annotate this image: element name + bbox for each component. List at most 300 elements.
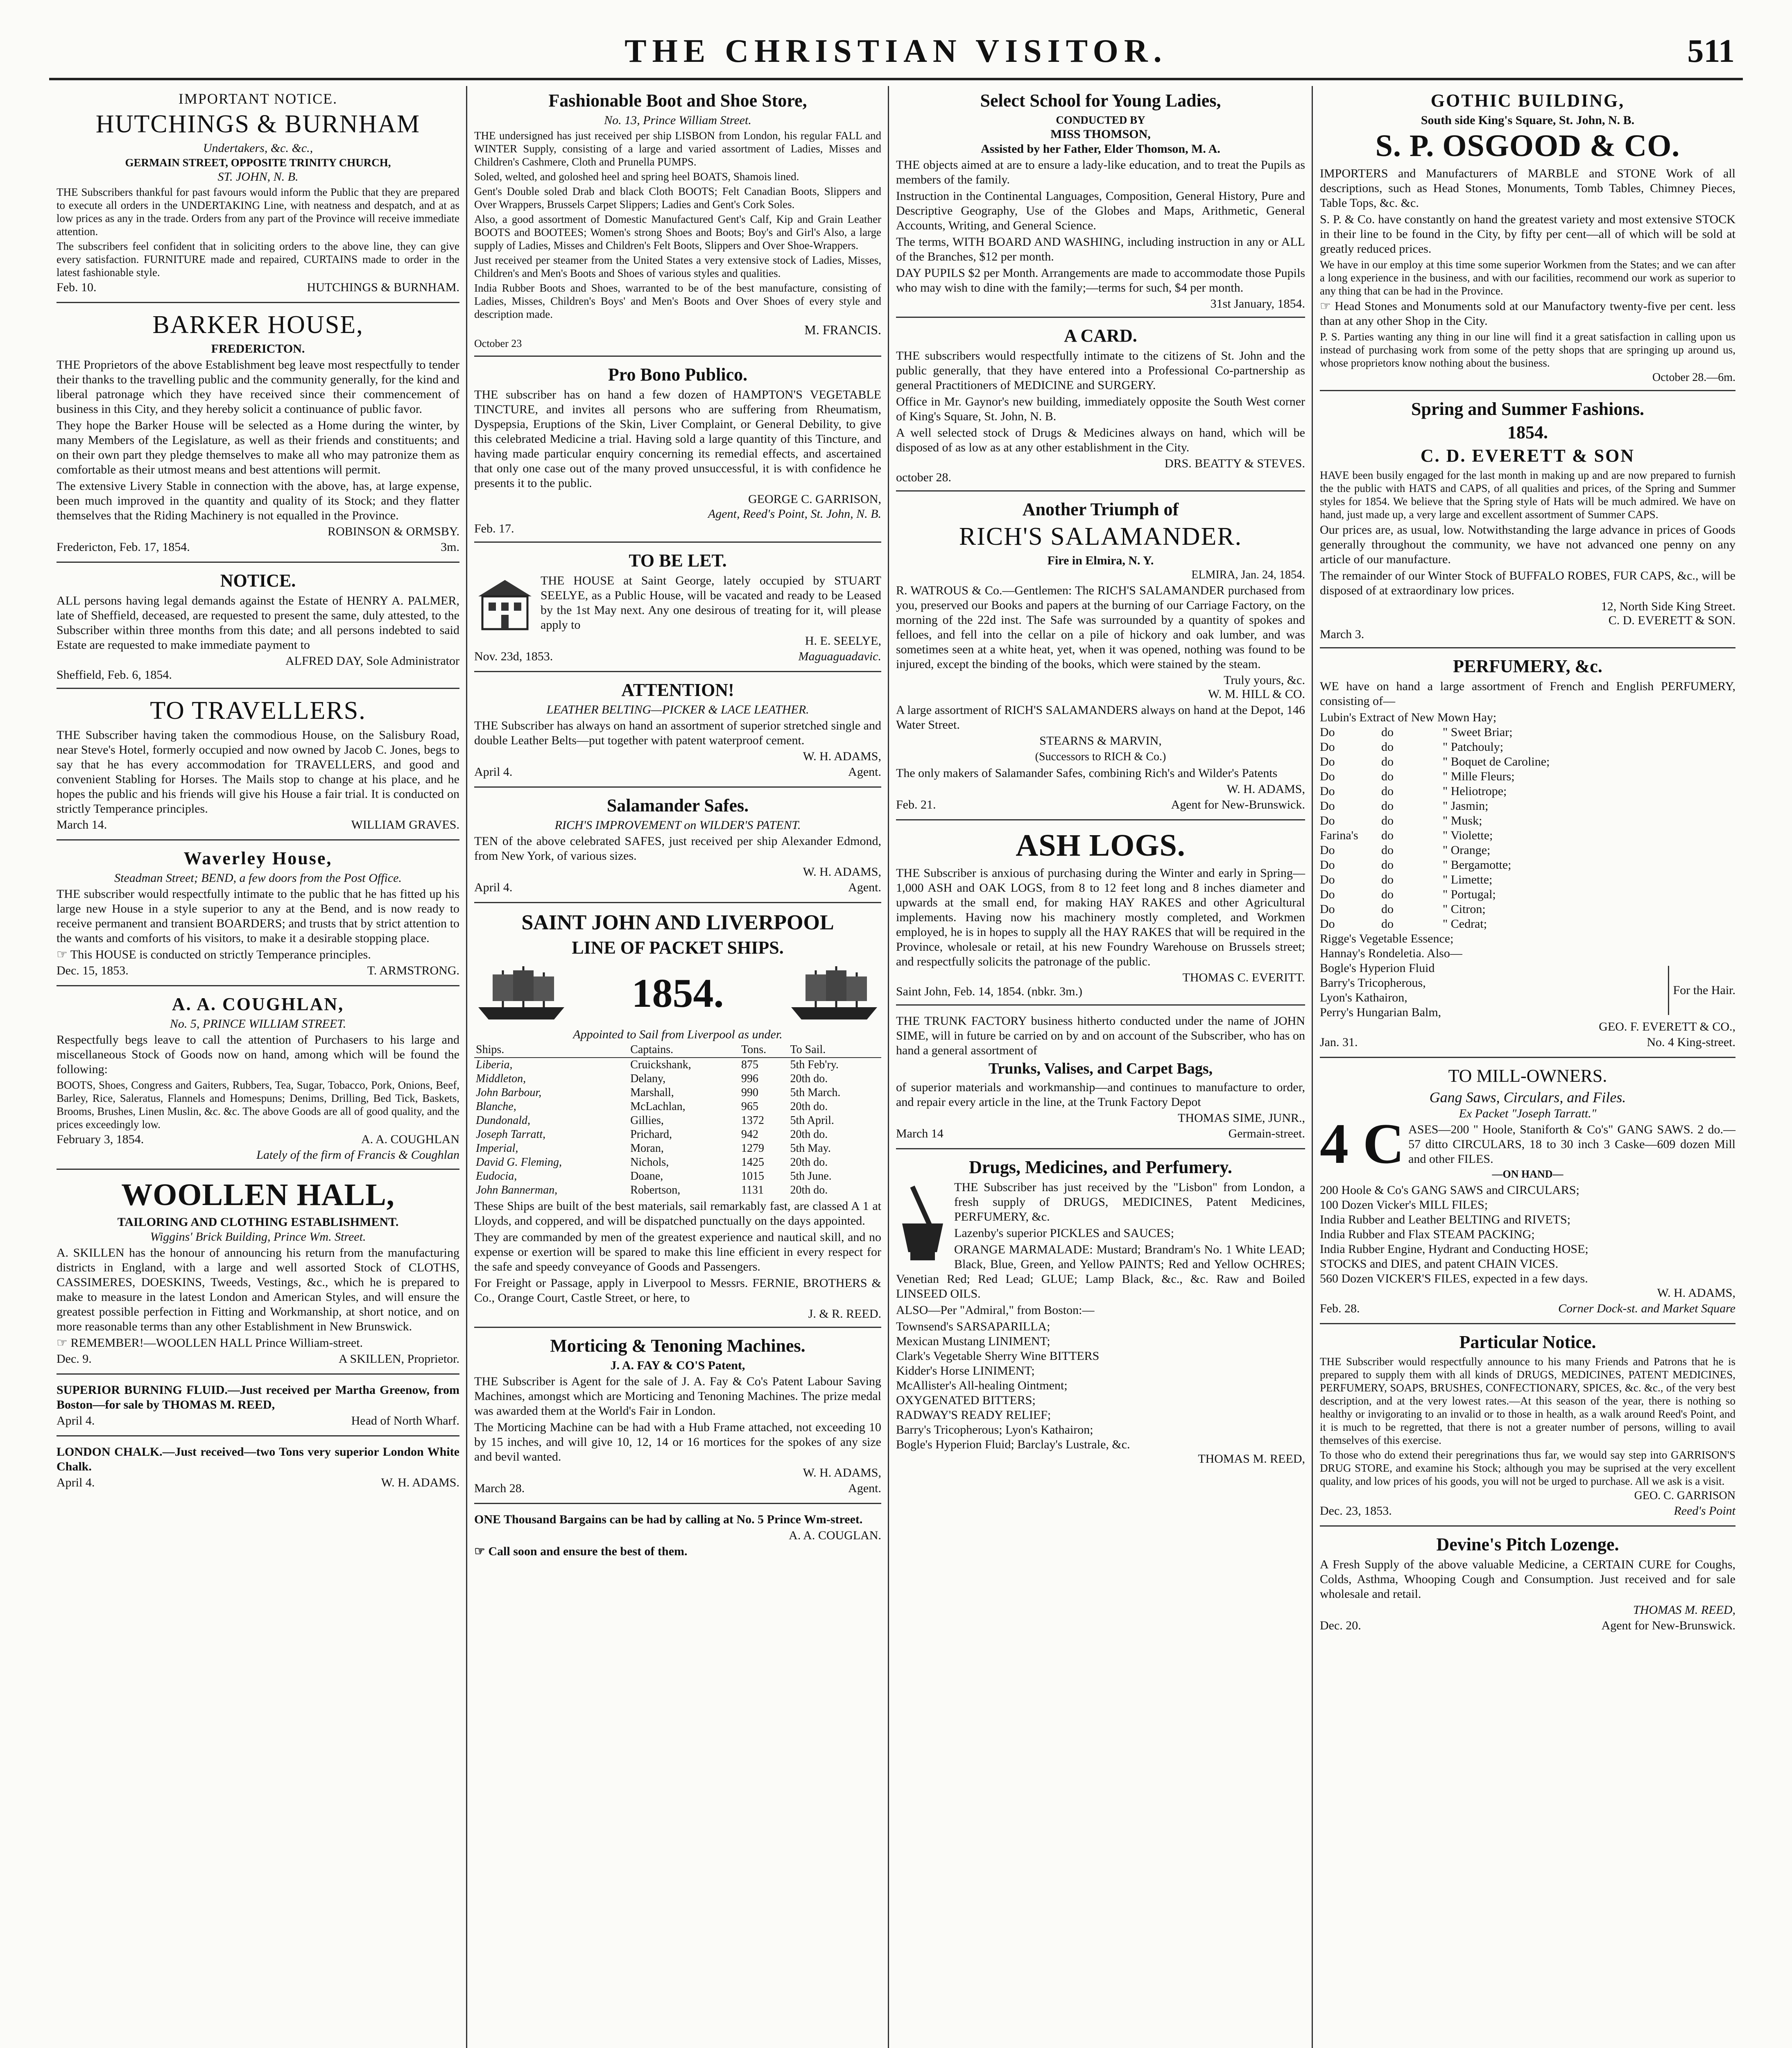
ad-signature: W. H. ADAMS, xyxy=(803,865,881,879)
table-cell: Imperial, xyxy=(476,1142,518,1155)
ad-ash-logs xyxy=(896,824,1305,1006)
ad-body: THE subscriber has on hand a few dozen of HAMPTON'S VEGETABLE TINCTURE, and invites all persons who are suffering from Rheumatism, Dyspepsia, Eruptions of the Skin, Liver Complaint, or General Debility, to give this celebrated Medicine a trial. Having sold a large quantity of this Tincture, and having made particular enquiry concerning its remedial effects, and ascertained that only one case out of the many proved unsuccessful, it is with confidence he presents it to the public. xyxy=(474,388,881,490)
table-cell: Liberia, xyxy=(476,1058,513,1071)
ad-place: Corner Dock-st. and Market Square xyxy=(1558,1302,1735,1315)
ad-signature: GEO. C. GARRISON xyxy=(1634,1489,1735,1502)
ad-signature: ALFRED DAY, Sole Administrator xyxy=(285,654,459,668)
ad-address: Wiggins' Brick Building, Prince Wm. Street. xyxy=(150,1230,366,1244)
ad-body: WE have on hand a large assortment of French and English PERFUMERY, consisting of— xyxy=(1320,680,1735,708)
ad-coughlan xyxy=(57,990,459,1170)
ad-headline: BARKER HOUSE, xyxy=(152,311,364,339)
list-item xyxy=(1320,813,1735,828)
ad-subhead: MISS THOMSON, xyxy=(1050,127,1151,141)
ad-address: No. 4 King-street. xyxy=(1647,1035,1735,1049)
ad-date: Feb. 21. xyxy=(896,798,936,811)
ad-subhead: Fire in Elmira, N. Y. xyxy=(1047,554,1154,567)
ad-address: GERMAIN STREET, OPPOSITE TRINITY CHURCH, xyxy=(125,156,391,169)
ad-signature: THOMAS M. REED, xyxy=(1633,1603,1735,1617)
ad-perfumery xyxy=(1320,652,1735,1058)
list-item xyxy=(1320,754,1735,769)
ad-body: They are commanded by men of the greatest experience and nautical skill, and no expense or exertion will be spared to make this line efficient in every respect for the safe and speedy conveyance of Goods and Passengers. xyxy=(474,1230,881,1273)
ad-role: Agent. xyxy=(848,881,881,894)
ad-body: A Fresh Supply of the above valuable Medicine, a CERTAIN CURE for Coughs, Colds, Asthma, Whooping Cough and Consumption. Just received and for sale wholesale and retail. xyxy=(1320,1558,1735,1601)
table-header: Ships. xyxy=(474,1042,629,1058)
ad-date: 31st January, 1854. xyxy=(1210,297,1305,310)
list-item xyxy=(1320,902,1735,917)
ad-body: ONE Thousand Bargains can be had by calling at No. 5 Prince Wm-street. xyxy=(474,1513,863,1526)
table-row xyxy=(474,1142,881,1155)
ad-body: THE HOUSE at Saint George, lately occupied by STUART SEELYE, as a Public House, will be vacated and ready to be Leased by the 1st May next. Any one desirous of treating for it, will please apply to xyxy=(541,574,881,632)
list-item: 200 Hoole & Co's GANG SAWS and CIRCULARS; xyxy=(1320,1183,1579,1197)
ad-signature: DRS. BEATTY & STEVES. xyxy=(1164,457,1305,470)
ad-signature: THOMAS C. EVERITT. xyxy=(1182,971,1305,984)
ad-date: Dec. 15, 1853. xyxy=(57,964,129,977)
table-cell: 5th March. xyxy=(790,1086,841,1099)
ad-address: 12, North Side King Street. xyxy=(1601,600,1735,613)
ad-date: March 28. xyxy=(474,1482,525,1495)
house-illustration xyxy=(474,576,536,633)
masthead-title: THE CHRISTIAN VISITOR. xyxy=(624,33,1168,69)
list-label: " Heliotrope; xyxy=(1443,784,1507,798)
ad-drugs-medicines xyxy=(896,1153,1305,1472)
ad-firm-note: (Successors to RICH & Co.) xyxy=(1035,750,1166,763)
list-prefix: do xyxy=(1381,843,1394,857)
ad-signature-note: Lately of the firm of Francis & Coughlan xyxy=(256,1148,459,1162)
ad-subhead: Ex Packet "Joseph Tarratt." xyxy=(1459,1107,1597,1120)
ad-body: ☞ Head Stones and Monuments sold at our Manufactory twenty-five per cent. less than at any other Shop in the City. xyxy=(1320,299,1735,328)
ad-headline: ATTENTION! xyxy=(621,680,734,700)
ad-headline: Another Triumph of xyxy=(1022,499,1179,519)
ad-subhead: Undertakers, &c. &c., xyxy=(203,141,313,155)
ad-headline: WOOLLEN HALL, xyxy=(121,1178,395,1212)
ad-body: For Freight or Passage, apply in Liverpool to Messrs. FERNIE, BROTHERS & Co., Orange Court, Castle Street, or here, to xyxy=(474,1276,881,1305)
table-cell: 1425 xyxy=(741,1156,765,1169)
ad-kicker: IMPORTANT NOTICE. xyxy=(178,91,338,107)
ad-salamander-safes xyxy=(474,791,881,903)
ad-date: Sheffield, Feb. 6, 1854. xyxy=(57,668,172,682)
ad-body: THE undersigned has just received per ship LISBON from London, his regular FALL and WINTER Supply, consisting of a large and varied assortment of Ladies, Misses and Children's Cashmere, Cloth and Prunella PUMPS. xyxy=(474,129,881,168)
table-header: Captains. xyxy=(629,1042,740,1058)
ad-body: THE subscriber would respectfully intimate to the public that he has fitted up his large new House in a style superior to any at the Bend, and is now ready to receive permanent and transient BOARDERS; and trusts that by strict attention to the wants and comforts of his visitors, to make it a desirable stopping place. xyxy=(57,887,459,945)
ad-date: Feb. 17. xyxy=(474,522,514,535)
table-cell: Prichard, xyxy=(630,1128,672,1141)
ad-body: ORANGE MARMALADE: Mustard; Brandram's No. 1 White LEAD; Black, Blue, Green, and Yellow PAINTS; Red and Yellow OCHRES; Venetian Red; Red Lead; GLUE; Lamp Black, &c., &c. Raw and Boiled LINSEED OILS. xyxy=(896,1243,1305,1300)
ad-signature: WILLIAM GRAVES. xyxy=(351,818,459,831)
ad-gothic-building xyxy=(1320,86,1735,391)
list-item: Hannay's Rondeletia. Also— xyxy=(1320,947,1462,960)
ad-date: October 23 xyxy=(474,338,522,349)
ad-body: THE Subscriber is anxious of purchasing during the Winter and early in Spring—1,000 ASH and OAK LOGS, from 8 to 12 feet long and 8 inches diameter and upwards at the small end, for making HAY RAKES and other Agricultural implements. Having now his machinery mostly completed, and Workmen employed, he is in hopes to supply all the HAY RAKES that will be required in the Province, wholesale or retail, at his new Foundry Warehouse on Brussels street; and respectfully solicits the patronage of the public. xyxy=(896,866,1305,968)
ad-body: Respectfully begs leave to call the attention of Purchasers to his large and miscellaneous Stock of Goods now on hand, among which will be found the following: xyxy=(57,1033,459,1076)
ad-subhead: Trunks, Valises, and Carpet Bags, xyxy=(988,1060,1213,1077)
list-item xyxy=(1320,799,1735,813)
ad-date: April 4. xyxy=(57,1476,95,1489)
ad-body: A. SKILLEN has the honour of announcing his return from the manufacturing districts in England, with a large and well assorted Stock of CLOTHS, CASSIMERES, DOESKINS, Tweeds, Vestings, &c., which he is prepared to make to measure in the latest London and American Styles, and will ensure the greatest possible perfection in Fitting and Workmanship, at short notice, and on more reasonable terms than any other Establishment in New Brunswick. xyxy=(57,1246,459,1333)
ad-headline-2: LINE OF PACKET SHIPS. xyxy=(572,938,784,958)
ad-headline: A CARD. xyxy=(1064,326,1137,346)
ad-headline: HUTCHINGS & BURNHAM xyxy=(95,110,421,138)
table-cell: 20th do. xyxy=(790,1100,828,1113)
list-item: Bogle's Hyperion Fluid; Barclay's Lustrale, &c. xyxy=(896,1438,1130,1451)
table-row xyxy=(474,1058,881,1072)
ad-signature: C. D. EVERETT & SON. xyxy=(1608,614,1735,627)
ad-body: Gent's Double soled Drab and black Cloth BOOTS; Felt Canadian Boots, Slippers and Over Wrappers, Brussels Carpet Slippers; Ladies and Gent's Cork Soles. xyxy=(474,185,881,211)
list-prefix: do xyxy=(1381,755,1394,768)
ad-signature: W. H. ADAMS, xyxy=(1226,782,1305,796)
list-prefix: Farina's xyxy=(1320,829,1358,842)
ad-london-chalk xyxy=(57,1440,459,1497)
list-item xyxy=(1320,843,1735,858)
ad-section-label: —ON HAND— xyxy=(1492,1168,1563,1180)
table-cell: 1015 xyxy=(741,1170,765,1183)
mortar-pestle-icon xyxy=(896,1183,949,1264)
ad-headline: Morticing & Tenoning Machines. xyxy=(550,1336,805,1356)
ad-signature: W. H. ADAMS, xyxy=(803,750,881,763)
table-header: Tons. xyxy=(740,1042,788,1058)
ad-date: Dec. 20. xyxy=(1320,1619,1361,1632)
ad-subhead: No. 13, Prince William Street. xyxy=(604,113,751,127)
ad-body: India Rubber Boots and Shoes, warranted to be of the best manufacture, consisting of Ladies, Misses, Children's Boys' and Men's Boots and Over Shoes of every style and description made. xyxy=(474,282,881,320)
ad-body: ALSO—Per "Admiral," from Boston:— xyxy=(896,1303,1095,1317)
ad-firm: C. D. EVERETT & SON xyxy=(1420,446,1635,466)
list-item xyxy=(1320,725,1735,740)
ad-body: The extensive Livery Stable in connection with the above, has, at large expense, been much improved in the quantity and quality of its Stock; and they flatter themselves that the Riding Machinery is not equalled in the Province. xyxy=(57,479,459,522)
ad-morticing-machines xyxy=(474,1331,881,1504)
ad-body: The subscribers feel confident that in soliciting orders to the above line, they can give every satisfaction. FURNITURE made and repaired, CURTAINS made to order in the latest fashionable style. xyxy=(57,240,459,279)
ad-body: They hope the Barker House will be selected as a Home during the winter, by many Members of the Legislature, as well as their friends and constituents; and on their own part they pledge themselves to make all who may patronize them as comfortable as their utmost means and best attentions will permit. xyxy=(57,419,459,476)
list-item xyxy=(1320,858,1735,872)
list-label: " Boquet de Caroline; xyxy=(1443,755,1550,768)
ad-subhead: FREDERICTON. xyxy=(211,342,305,356)
ad-body: HAVE been busily engaged for the last month in making up and are now prepared to furnish the the public with HATS and CAPS, of all qualities and prices, of the Spring and Summer styles for 1854. We believe that the Spring style of Hats will be much admired. We have on hand, just made up, a very large and excellent assortment of Summer CAPS. xyxy=(1320,469,1735,521)
table-row xyxy=(474,1072,881,1086)
ad-body: A well selected stock of Drugs & Medicines always on hand, which will be disposed of as low as at any other establishment in the City. xyxy=(896,426,1305,454)
table-row xyxy=(474,1128,881,1142)
list-item xyxy=(1320,828,1735,843)
table-row xyxy=(474,1155,881,1169)
ad-headline: Fashionable Boot and Shoe Store, xyxy=(548,91,807,111)
list-prefix: do xyxy=(1381,902,1394,916)
ad-notice-palmer xyxy=(57,566,459,689)
list-item: Kidder's Horse LINIMENT; xyxy=(896,1364,1035,1377)
perfume-list xyxy=(1320,725,1735,931)
ad-year: 1854. xyxy=(631,970,724,1016)
ad-date: March 14. xyxy=(57,818,107,831)
list-label: " Portugal; xyxy=(1443,888,1496,901)
list-prefix: do xyxy=(1381,740,1394,754)
table-cell: 20th do. xyxy=(790,1128,828,1141)
ad-card-beatty-steves xyxy=(896,321,1305,492)
list-item xyxy=(1320,917,1735,931)
ad-body: IMPORTERS and Manufacturers of MARBLE and STONE Work of all descriptions, such as Head Stones, Monuments, Tomb Tables, Chimney Pieces, Table Tops, &c. &c. xyxy=(1320,167,1735,210)
ad-mill-owners xyxy=(1320,1061,1735,1324)
ad-date: Saint John, Feb. 14, 1854. (nbkr. 3m.) xyxy=(896,985,1082,998)
ad-body: Our prices are, as usual, low. Notwithstanding the large advance in prices of Goods generally throughout the community, we have not advanced one penny on any article of our manufacture. xyxy=(1320,523,1735,566)
table-cell: 20th do. xyxy=(790,1156,828,1169)
list-prefix: Do xyxy=(1320,770,1335,783)
list-prefix: Do xyxy=(1320,814,1335,827)
list-prefix: Do xyxy=(1320,858,1335,872)
table-cell: 996 xyxy=(741,1072,759,1085)
ad-term: 3m. xyxy=(441,540,459,554)
list-prefix: do xyxy=(1381,770,1394,783)
ad-role: Agent for New-Brunswick. xyxy=(1601,1619,1735,1632)
list-item: OXYGENATED BITTERS; xyxy=(896,1393,1036,1407)
ad-date: March 14 xyxy=(896,1127,944,1140)
ad-body: THE Subscriber would respectfully announce to his many Friends and Patrons that he is prepared to supply them with all kinds of DRUGS, MEDICINES, PATENT MEDICINES, PERFUMERY, SOAPS, BRUSHES, CONFECTIONARY, SPICES, &c. &c., of the very best description, and at the very lowest rates.—At this season of the year, there is nothing so healthy or invigorating to an invalid or to those in health, as a walk around Reed's Point, and it is much to be regretted, that there is not a greater number of persons, willing to avail themselves of this exercise. xyxy=(1320,1355,1735,1446)
table-cell: 1131 xyxy=(741,1184,764,1196)
table-cell: David G. Fleming, xyxy=(476,1156,562,1169)
table-cell: Delany, xyxy=(630,1072,666,1085)
list-prefix: Do xyxy=(1320,799,1335,813)
ad-body: SUPERIOR BURNING FLUID.—Just received per Martha Greenow, from Boston—for sale by THOMAS M. REED, xyxy=(57,1383,459,1411)
list-label: " Cedrat; xyxy=(1443,917,1487,931)
ad-headline: Drugs, Medicines, and Perfumery. xyxy=(969,1157,1232,1177)
table-cell: Nichols, xyxy=(630,1156,669,1169)
ad-signature: GEORGE C. GARRISON, xyxy=(748,492,881,506)
ad-body: THE subscribers would respectfully intimate to the citizens of St. John and the public generally, that they have entered into a Professional Co-partnership as general Practitioners of MEDICINE and SURGERY. xyxy=(896,349,1305,392)
list-label: " Mille Fleurs; xyxy=(1443,770,1515,783)
ad-body: of superior materials and workmanship—and continues to manufacture to order, and repair every article in the line, at the Trunk Factory Depot xyxy=(896,1081,1305,1109)
ad-signature-note: Agent, Reed's Point, St. John, N. B. xyxy=(708,507,881,521)
ad-headline: SAINT JOHN AND LIVERPOOL xyxy=(521,911,834,934)
table-cell: John Barbour, xyxy=(476,1086,542,1099)
ad-headline: Particular Notice. xyxy=(1459,1332,1596,1352)
ad-body: Instruction in the Continental Languages, Composition, General History, Pure and Descriptive Geography, Use of the Globes and Maps, Arithmetic, General Accounts, Writing, and General Science. xyxy=(896,189,1305,232)
ad-date: October 28.—6m. xyxy=(1652,371,1735,384)
table-cell: 942 xyxy=(741,1128,759,1141)
ad-subhead: Assisted by her Father, Elder Thomson, M. A. xyxy=(981,142,1220,156)
list-item: Clark's Vegetable Sherry Wine BITTERS xyxy=(896,1349,1100,1363)
ad-hutchings xyxy=(57,86,459,303)
ad-signature: ROBINSON & ORMSBY. xyxy=(327,525,459,538)
table-cell: 1279 xyxy=(741,1142,765,1155)
ad-signature: H. E. SEELYE, xyxy=(805,634,881,648)
ad-headline: Waverley House, xyxy=(183,848,333,868)
ad-date: Nov. 23d, 1853. xyxy=(474,650,553,663)
table-cell: Middleton, xyxy=(476,1072,526,1085)
table-cell: 5th June. xyxy=(790,1170,832,1183)
ad-body: THE Subscriber has always on hand an assortment of superior stretched single and double Leather Belts—put together with patent waterproof cement. xyxy=(474,719,881,747)
ad-body: We have in our employ at this time some superior Workmen from the States; and we can after a long experience in the business, and with our facilities, recommend our work as superior to any thing that can be had in the Province. xyxy=(1320,258,1735,297)
table-cell: Cruickshank, xyxy=(630,1058,691,1071)
table-cell: Gillies, xyxy=(630,1114,664,1127)
ship-schedule-body xyxy=(474,1058,881,1197)
ship-icon xyxy=(787,962,881,1024)
ad-address: South side King's Square, St. John, N. B. xyxy=(1421,113,1635,127)
ad-place: Maguaguadavic. xyxy=(798,650,881,663)
ad-body: The remainder of our Winter Stock of BUFFALO ROBES, FUR CAPS, &c., will be disposed of at extraordinary low prices. xyxy=(1320,569,1735,597)
ad-subhead: LEATHER BELTING—PICKER & LACE LEATHER. xyxy=(546,703,809,716)
ad-body: ALL persons having legal demands against the Estate of HENRY A. PALMER, late of Sheffield, deceased, are requested to present the same, duly attested, to the Subscriber within three months from this date; and all persons indebted to said Estate are requested to make immediate payment to xyxy=(57,594,459,652)
ad-subhead: RICH'S IMPROVEMENT on WILDER'S PATENT. xyxy=(554,818,801,832)
table-cell: McLachlan, xyxy=(630,1100,686,1113)
ad-body: THE Proprietors of the above Establishment beg leave most respectfully to tender their thanks to the travelling public and the community generally, for the kind and liberal patronage which they have received since their commencement of business in this City, and they hereby solicit a continuance of public favor. xyxy=(57,358,459,416)
table-cell: 20th do. xyxy=(790,1184,828,1196)
list-label: " Bergamotte; xyxy=(1443,858,1511,872)
list-label: " Musk; xyxy=(1443,814,1482,827)
ad-trunk-factory xyxy=(896,1009,1305,1149)
list-item xyxy=(1320,740,1735,754)
ad-headline: A. A. COUGHLAN, xyxy=(172,994,344,1014)
table-cell: Joseph Tarratt, xyxy=(476,1128,546,1141)
list-prefix: do xyxy=(1381,725,1394,739)
ad-headline: ASH LOGS. xyxy=(1016,828,1186,863)
list-item: Mexican Mustang LINIMENT; xyxy=(896,1334,1050,1348)
ad-date: April 4. xyxy=(474,881,513,894)
ad-signature: A. A. COUGLAN. xyxy=(789,1529,881,1542)
list-prefix: Do xyxy=(1320,873,1335,886)
ad-body: THE Subscriber having taken the commodious House, on the Salisbury Road, near Steve's Hotel, formerly occupied and now owned by Jacob C. Jones, begs to say that he has every accommodation for TRAVELLERS, and good and convenient Stabling for Horses. The Mails stop to change at his place, and he hopes the public and his friends will give his House a fair trial. It is conducted on strictly Temperance principles. xyxy=(57,728,459,816)
ad-dropcap: 4 C xyxy=(1320,1112,1405,1176)
list-item xyxy=(1320,784,1735,799)
ad-body: THE Subscribers thankful for past favours would inform the Public that they are prepared to execute all orders in the UNDERTAKING Line, with neatness and despatch, and at as low prices as any in the trade. Orders from any part of the Province will receive immediate attention. xyxy=(57,186,459,238)
list-item: STOCKS and DIES, and patent CHAIN VICES. xyxy=(1320,1257,1559,1271)
ad-signature: W. H. ADAMS, xyxy=(803,1466,881,1479)
table-cell: Eudocia, xyxy=(476,1170,517,1183)
list-prefix: do xyxy=(1381,829,1394,842)
ad-headline: Pro Bono Publico. xyxy=(608,365,748,385)
ad-body: THE objects aimed at are to ensure a lady-like education, and to treat the Pupils as members of the family. xyxy=(896,158,1305,186)
table-cell: Robertson, xyxy=(630,1184,681,1196)
ad-headline: Spring and Summer Fashions. xyxy=(1411,399,1644,419)
ad-closing: Truly yours, &c. xyxy=(1224,673,1305,687)
column-3 xyxy=(889,86,1312,2048)
table-cell: 990 xyxy=(741,1086,759,1099)
ad-headline: NOTICE. xyxy=(220,571,296,591)
ad-body: Just received per steamer from the United States a very extensive stock of Ladies, Misses, Children's and Men's Boots and Shoes of various styles and qualities. xyxy=(474,254,881,279)
ad-body: P. S. Parties wanting any thing in our line will find it a great satisfaction in calling upon us instead of purchasing work from some of the petty shops that are springing up around us, whose proprietors know nothing about the business. xyxy=(1320,331,1735,369)
ad-bargains xyxy=(474,1507,881,1566)
ad-packet-ships xyxy=(474,906,881,1328)
column-1 xyxy=(49,86,467,2048)
list-prefix: Do xyxy=(1320,740,1335,754)
ad-role: Agent. xyxy=(848,765,881,779)
list-item: Bogle's Hyperion Fluid xyxy=(1320,961,1435,975)
ad-body: The Morticing Machine can be had with a Hub Frame attached, not exceeding 10 by 15 inches, and will give 10, 12, 14 or 16 mortices for the spokes of any size and bevil wanted. xyxy=(474,1420,881,1464)
list-prefix: do xyxy=(1381,858,1394,872)
ad-year: 1854. xyxy=(1507,422,1548,442)
ad-woollen-hall xyxy=(57,1173,459,1375)
ad-spring-fashions xyxy=(1320,394,1735,648)
list-prefix: do xyxy=(1381,799,1394,813)
ad-role: Agent. xyxy=(848,1482,881,1495)
table-cell: Doane, xyxy=(630,1170,663,1183)
list-item: India Rubber Engine, Hydrant and Conducting HOSE; xyxy=(1320,1242,1588,1256)
column-2 xyxy=(467,86,889,2048)
list-item xyxy=(1320,887,1735,902)
ad-body: R. WATROUS & Co.—Gentlemen: The RICH'S SALAMANDER purchased from you, preserved our Books and papers at the burning of our Carriage Factory, on the morning of the 22d inst. The Safe was surrounded by a quantity of spokes and felloes, and fell into the cellar on a pile of hickory and oak lumber, and was sometimes seen at a white heat, yet, when it was opened, nothing was found to be injured, except the binding of the books, which were stained by the steam. xyxy=(896,584,1305,671)
ad-body: The terms, WITH BOARD AND WASHING, including instruction in any or ALL of the Branches, $12 per month. xyxy=(896,235,1305,263)
list-prefix: do xyxy=(1381,917,1394,931)
ad-date: ELMIRA, Jan. 24, 1854. xyxy=(1191,569,1305,581)
list-item: RADWAY'S READY RELIEF; xyxy=(896,1408,1051,1422)
ad-subhead: Gang Saws, Circulars, and Files. xyxy=(1429,1089,1626,1106)
ad-body: BOOTS, Shoes, Congress and Gaiters, Rubbers, Tea, Sugar, Tobacco, Pork, Onions, Beef, Barley, Rice, Saleratus, Flannels and Homespuns; Denims, Drilling, Bed Tick, Baskets, Brooms, Brushes, Linen Muslin, &c. &c. The above Goods are all of good quality, and the prices exceedingly low. xyxy=(57,1079,459,1130)
ad-date: Feb. 10. xyxy=(57,281,97,294)
ad-date: April 4. xyxy=(57,1414,95,1427)
ad-place: Reed's Point xyxy=(1674,1504,1735,1518)
ship-icon xyxy=(474,962,568,1024)
list-item: Rigge's Vegetable Essence; xyxy=(1320,932,1454,945)
table-cell: Blanche, xyxy=(476,1100,516,1113)
ad-subhead: TAILORING AND CLOTHING ESTABLISHMENT. xyxy=(117,1215,399,1229)
table-row xyxy=(474,1100,881,1114)
list-prefix: do xyxy=(1381,814,1394,827)
ad-headline: Salamander Safes. xyxy=(606,795,749,816)
list-prefix: do xyxy=(1381,784,1394,798)
ad-kicker: GOTHIC BUILDING, xyxy=(1430,91,1625,111)
list-prefix: do xyxy=(1381,888,1394,901)
ad-barker-house xyxy=(57,306,459,563)
ad-city: ST. JOHN, N. B. xyxy=(217,170,299,184)
list-item: Lyon's Kathairon, xyxy=(1320,991,1407,1004)
table-cell: Marshall, xyxy=(630,1086,674,1099)
table-cell: 965 xyxy=(741,1100,759,1113)
ad-headline: S. P. OSGOOD & CO. xyxy=(1375,129,1680,163)
table-header: To Sail. xyxy=(789,1042,881,1058)
table-cell: 5th April. xyxy=(790,1114,834,1127)
list-label: " Jasmin; xyxy=(1443,799,1489,813)
ad-signature: W. M. HILL & CO. xyxy=(1208,687,1305,701)
mill-list xyxy=(1320,1183,1735,1286)
ad-headline: PERFUMERY, &c. xyxy=(1453,656,1602,676)
ad-note: ☞ REMEMBER!—WOOLLEN HALL Prince William-street. xyxy=(57,1336,363,1350)
ad-headline: Select School for Young Ladies, xyxy=(980,91,1221,111)
ad-signature: W. H. ADAMS, xyxy=(1657,1286,1735,1300)
ad-firm: STEARNS & MARVIN, xyxy=(1039,734,1162,748)
ad-note: ☞ This HOUSE is conducted on strictly Temperance principles. xyxy=(57,948,371,961)
ad-date: March 3. xyxy=(1320,628,1364,641)
ad-signature: HUTCHINGS & BURNHAM. xyxy=(307,281,459,294)
list-prefix: Do xyxy=(1320,902,1335,916)
ad-subhead: Appointed to Sail from Liverpool as under. xyxy=(573,1028,783,1041)
table-cell: Moran, xyxy=(630,1142,664,1155)
ad-body: Office in Mr. Gaynor's new building, immediately opposite the South West corner of King's Square, St. John, N. B. xyxy=(896,395,1305,423)
ad-body: LONDON CHALK.—Just received—two Tons very superior London White Chalk. xyxy=(57,1445,459,1473)
table-row xyxy=(474,1114,881,1128)
ad-date: october 28. xyxy=(896,471,951,484)
table-cell: 875 xyxy=(741,1058,759,1071)
list-item: McAllister's All-healing Ointment; xyxy=(896,1379,1068,1392)
masthead xyxy=(49,16,1743,80)
ad-headline: TO MILL-OWNERS. xyxy=(1448,1066,1607,1086)
list-prefix: do xyxy=(1381,873,1394,886)
ad-date: Dec. 23, 1853. xyxy=(1320,1504,1392,1518)
ad-date: April 4. xyxy=(474,765,513,779)
ad-role: Agent for New-Brunswick. xyxy=(1171,798,1305,811)
list-item: Lubin's Extract of New Mown Hay; xyxy=(1320,711,1497,724)
list-item xyxy=(1320,769,1735,784)
list-prefix: Do xyxy=(1320,755,1335,768)
list-prefix: Do xyxy=(1320,888,1335,901)
list-item: Perry's Hungarian Balm, xyxy=(1320,1006,1441,1019)
list-prefix: Do xyxy=(1320,917,1335,931)
list-item: Barry's Tricopherous, xyxy=(1320,976,1426,990)
ad-body: Lazenby's superior PICKLES and SAUCES; xyxy=(954,1226,1174,1240)
ad-subhead: No. 5, PRINCE WILLIAM STREET. xyxy=(170,1017,346,1031)
ad-note: ☞ Call soon and ensure the best of them. xyxy=(474,1545,688,1558)
table-cell: 20th do. xyxy=(790,1072,828,1085)
ad-travellers xyxy=(57,692,459,840)
ad-devine-lozenge xyxy=(1320,1530,1735,1640)
ad-signature: THOMAS M. REED, xyxy=(1198,1452,1305,1466)
list-label: " Patchouly; xyxy=(1443,740,1504,754)
ad-date: Feb. 28. xyxy=(1320,1302,1360,1315)
table-cell: John Bannerman, xyxy=(476,1184,558,1196)
ad-burning-fluid xyxy=(57,1378,459,1436)
ad-body: A large assortment of RICH'S SALAMANDERS always on hand at the Depot, 146 Water Street. xyxy=(896,703,1305,732)
